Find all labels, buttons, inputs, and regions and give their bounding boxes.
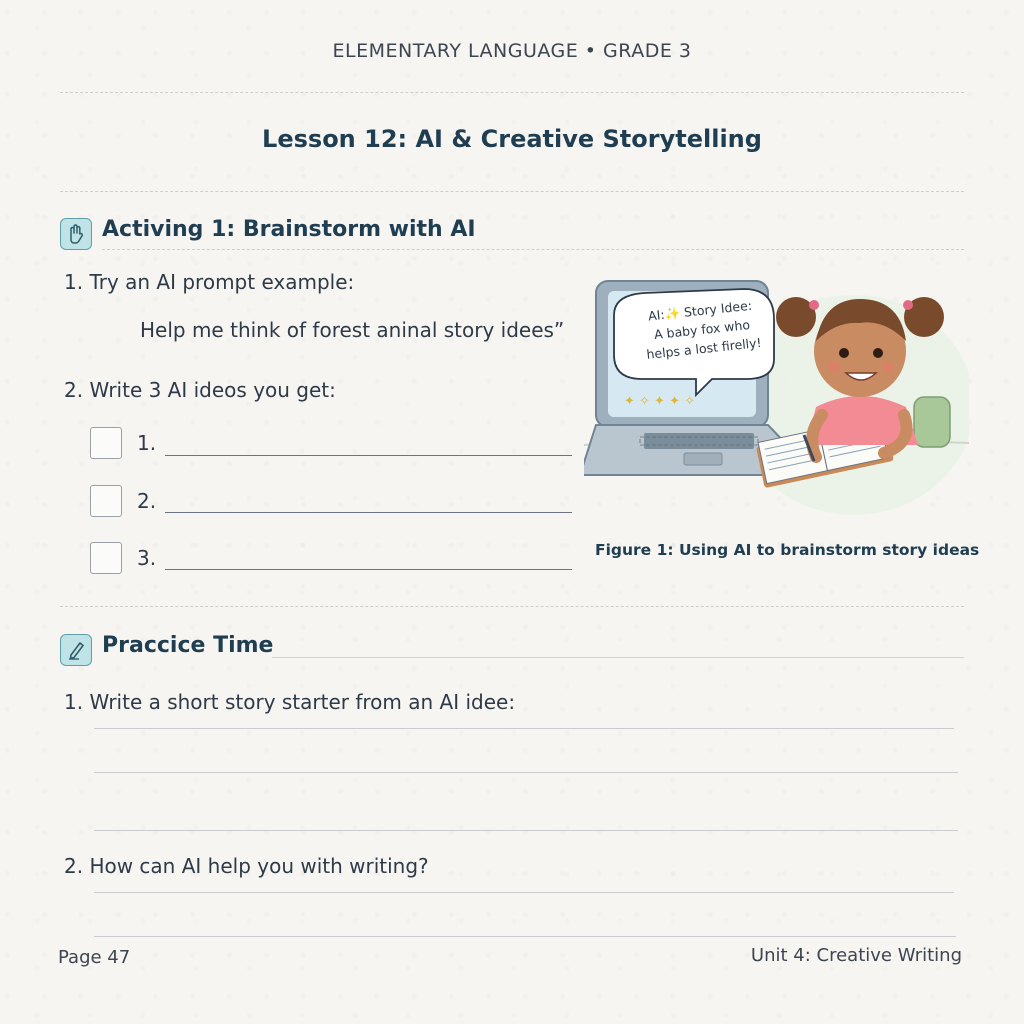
writing-line[interactable] — [94, 830, 958, 831]
divider — [272, 657, 964, 658]
answer-line-3[interactable] — [165, 569, 572, 570]
answer-checkbox-3[interactable] — [90, 542, 122, 574]
divider — [60, 92, 964, 93]
lesson-title: Lesson 12: AI & Creative Storytelling — [262, 125, 762, 153]
bubble-line-3: helps a lost firelly! — [645, 334, 763, 362]
answer-line-2[interactable] — [165, 512, 572, 513]
unit-label: Unit 4: Creative Writing — [750, 945, 962, 966]
prompt-example: Help me think of forest aninal story idees” — [140, 318, 565, 342]
answer-label: 3. — [137, 546, 157, 570]
divider — [102, 249, 964, 250]
answer-label: 2. — [137, 489, 157, 513]
bubble-line-1: AI:✨ Story Idee: — [647, 297, 753, 324]
divider — [60, 191, 964, 192]
answer-label: 1. — [137, 431, 157, 455]
activity-title: Activing 1: Brainstorm with AI — [102, 217, 476, 242]
pencil-icon — [60, 634, 92, 666]
writing-line[interactable] — [94, 728, 954, 729]
answer-checkbox-1[interactable] — [90, 427, 122, 459]
practice-question-2: 2. How can AI help you with writing? — [64, 854, 429, 878]
writing-line[interactable] — [94, 772, 958, 773]
bubble-line-2: A baby fox who — [653, 317, 751, 342]
writing-line[interactable] — [94, 892, 954, 893]
practice-title: Praccice Time — [102, 633, 274, 658]
activity-item-2: 2. Write 3 AI ideos you get: — [64, 378, 336, 402]
illustration-girl-laptop — [584, 275, 969, 530]
answer-checkbox-2[interactable] — [90, 485, 122, 517]
course-header: ELEMENTARY LANGUAGE • GRADE 3 — [332, 40, 692, 62]
practice-question-1: 1. Write a short story starter from an AI idee: — [64, 690, 516, 714]
divider — [60, 606, 964, 607]
page-number: Page 47 — [58, 947, 131, 968]
figure-caption: Figure 1: Using AI to brainstorm story ideas — [595, 541, 980, 559]
svg-text:✦ ✧ ✦ ✦ ✧: ✦ ✧ ✦ ✦ ✧ — [624, 394, 695, 409]
hand-pointer-icon — [60, 218, 92, 250]
writing-line[interactable] — [94, 936, 956, 937]
answer-line-1[interactable] — [165, 455, 572, 456]
activity-item-1: 1. Try an AI prompt example: — [64, 270, 355, 294]
